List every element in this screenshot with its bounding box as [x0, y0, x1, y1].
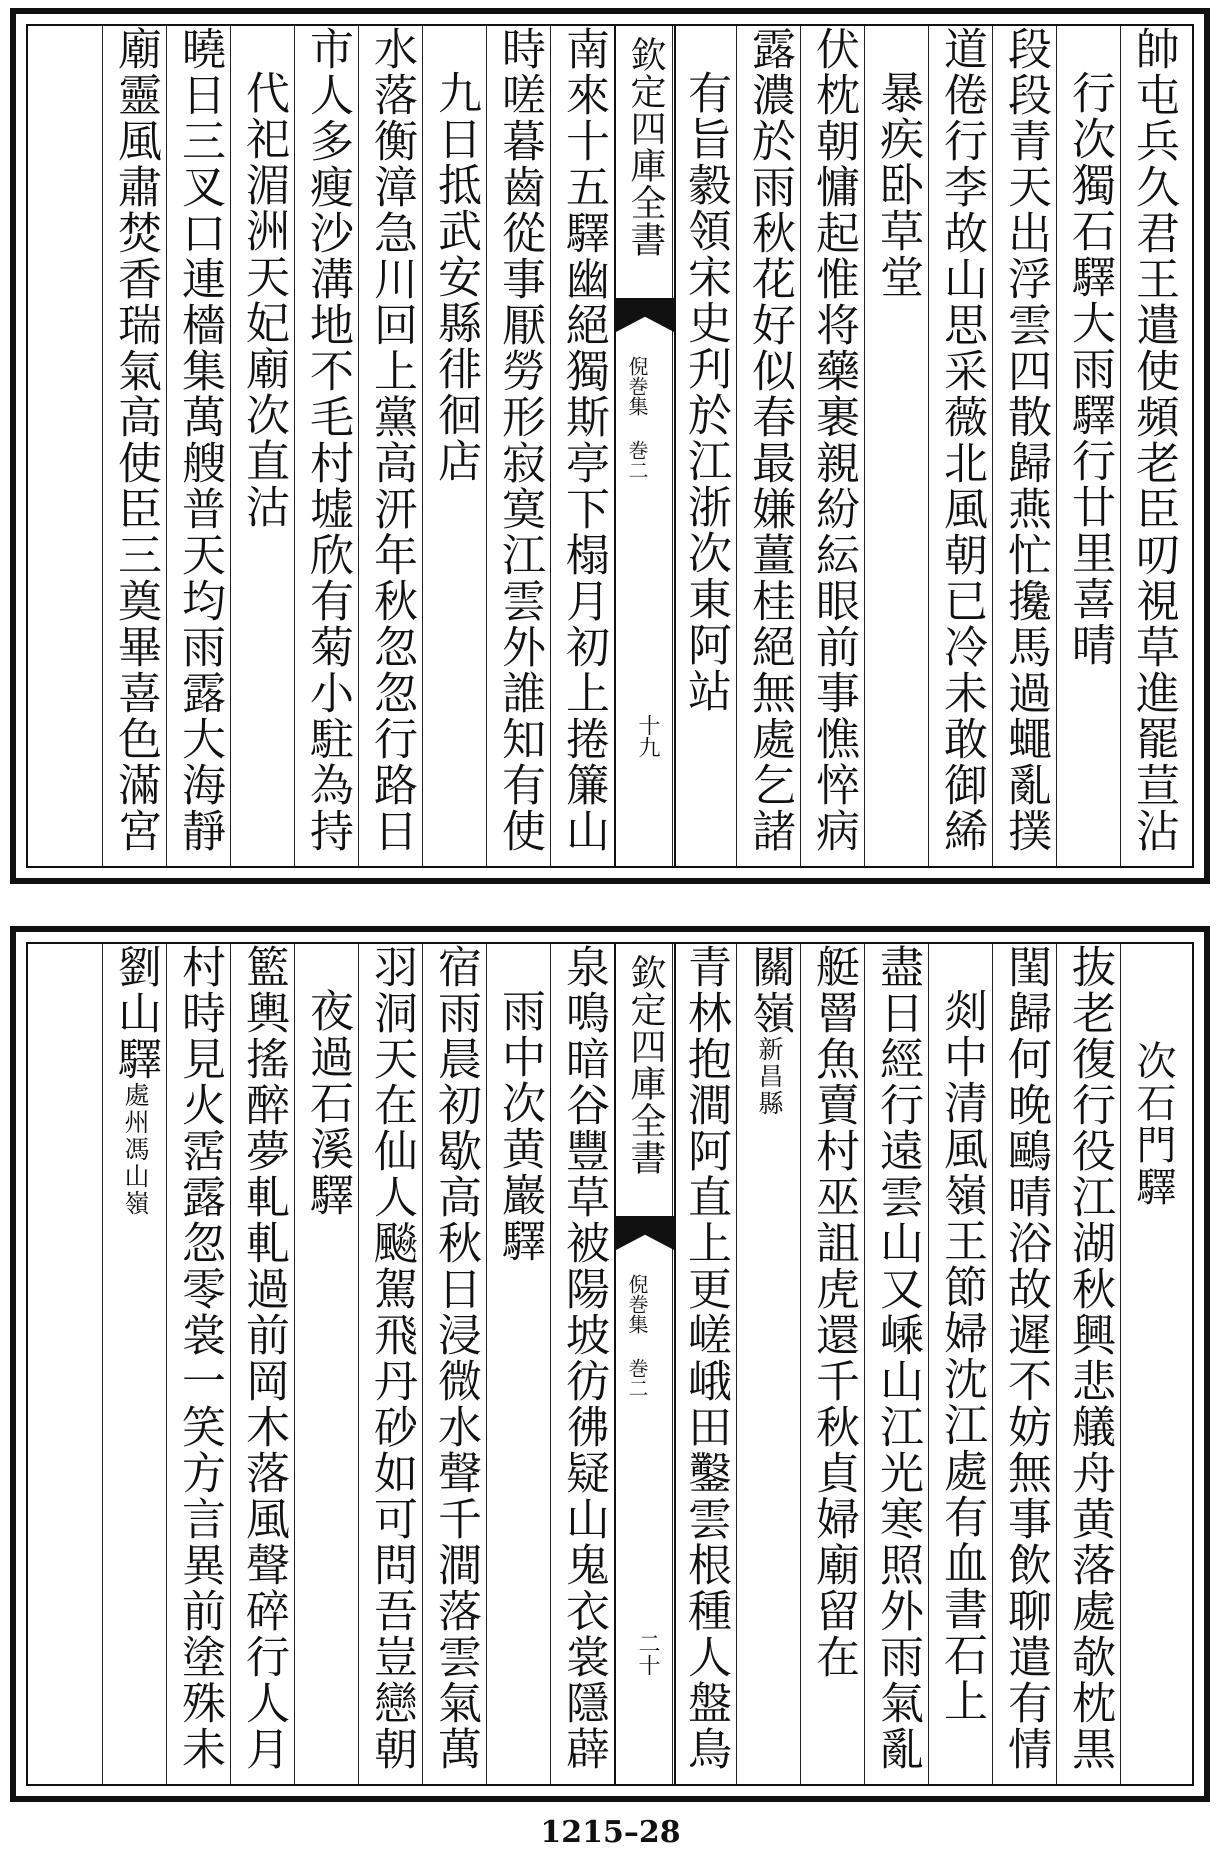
column-text: 抜老復行役江湖秋興悲艤舟黄落處欹枕黒 [1064, 944, 1115, 1772]
text-column [294, 26, 359, 866]
bottom_page-fold-strip [614, 944, 676, 1784]
poem-title-column [230, 26, 295, 866]
column-text: 關嶺 [744, 944, 795, 1036]
poem-title-column [422, 26, 487, 866]
column-text: 宿雨晨初歇高秋日浸微水聲千澗落雲氣萬 [430, 944, 481, 1772]
column-text: 夜過石溪驛 [302, 988, 353, 1218]
column-text: 代祀湄洲天妃廟次直沽 [238, 70, 289, 530]
column-text: 九日抵武安縣徘徊店 [430, 70, 481, 484]
text-column [928, 26, 993, 866]
text-column [486, 26, 551, 866]
text-column [1056, 944, 1121, 1784]
location-note: 新昌縣 [755, 1036, 784, 1117]
text-column [864, 944, 929, 1784]
column-text: 籃輿搖醉夢軋軋過前岡木落風聲碎行人月 [238, 944, 289, 1772]
top-page-text-area [26, 24, 1194, 868]
fold-book-title: 欽定四庫全書 [625, 36, 666, 258]
bottom-page-text-area [26, 942, 1194, 1786]
poem-title-column [928, 944, 993, 1784]
poem-title-column [1120, 944, 1185, 1784]
column-text: 帥屯兵久君王遣使頻老臣叨視草進罷荁沾 [1128, 26, 1179, 854]
text-column [550, 26, 615, 866]
top-page [10, 8, 1210, 884]
page-code: 1215–28 [540, 1815, 681, 1850]
column-text: 閨歸何晚鷗晴浴故遲不妨無事飲聊遣有情 [1000, 944, 1051, 1772]
column-text: 伏枕朝慵起惟将藥裹親紛紜眼前事憔悴病 [808, 26, 859, 854]
column-text: 廟靈風肅焚香瑞氣高使臣三奠畢喜色滿宮 [110, 26, 161, 854]
column-text: 露濃於雨秋花好似春最嫌薑桂絕無處乞諸 [744, 26, 795, 854]
bottom-page [10, 926, 1210, 1802]
text-column [800, 26, 865, 866]
text-column [736, 26, 801, 866]
text-column [102, 26, 167, 866]
column-text: 水落衡漳急川回上黨高汧年秋忽忽行路日 [366, 26, 417, 854]
fold-volume-label: 倪巻集 巻二 [625, 356, 649, 480]
fold-volume-label: 倪巻集 巻二 [625, 1274, 649, 1398]
column-text: 泉鳴暗谷豐草被陽坡彷彿疑山鬼衣裳隱薜 [558, 944, 609, 1772]
column-text: 艇罾魚賣村巫詛虎還千秋貞婦廟留在 [808, 944, 859, 1680]
poem-title-column [102, 944, 167, 1784]
column-text: 行次獨石驛大雨驛行廿里喜晴 [1064, 70, 1115, 668]
text-column [992, 26, 1057, 866]
column-text: 次石門驛 [1130, 1040, 1176, 1208]
column-text: 南來十五驛幽絕獨斯亭下榻月初上捲簾山 [558, 26, 609, 854]
poem-title-column [1056, 26, 1121, 866]
location-note: 處州馮山嶺 [121, 1082, 150, 1217]
text-column [800, 944, 865, 1784]
column-text: 剡中清風嶺王節婦沈江處有血書石上 [936, 988, 987, 1724]
column-text: 有旨豰領宋史刋於江浙次東阿站 [680, 70, 731, 714]
text-column [672, 944, 737, 1784]
column-text: 羽洞天在仙人飈駕飛丹砂如可問吾豈戀朝 [366, 944, 417, 1772]
text-column [422, 944, 487, 1784]
column-text: 道倦行李故山思采薇北風朝已冷未敢御絺 [936, 26, 987, 854]
column-text: 時嗟暮齒從事厭勞形寂寞江雲外誰知有使 [494, 26, 545, 854]
text-column [992, 944, 1057, 1784]
text-column [550, 944, 615, 1784]
top_page-fold-strip [614, 26, 676, 866]
poem-title-column [864, 26, 929, 866]
column-text: 暴疾卧草堂 [872, 70, 923, 300]
text-column [230, 944, 295, 1784]
fold-fish-tail-mark [616, 1216, 674, 1250]
text-column [166, 26, 231, 866]
text-column [1120, 26, 1185, 866]
poem-title-column [294, 944, 359, 1784]
column-text: 青林抱澗阿直上更嵯峨田鑿雲根種人盤鳥 [680, 944, 731, 1772]
column-text: 段段青天出浮雲四散歸燕忙攙馬過蠅亂撲 [1000, 26, 1051, 854]
text-column [358, 26, 423, 866]
fold-page-number: 十九 [635, 714, 660, 758]
column-text: 曉日三叉口連檣集萬艘普天均雨露大海靜 [174, 26, 225, 854]
column-text: 市人多瘦沙溝地不毛村墟欣有菊小駐為持 [302, 26, 353, 854]
poem-title-column [672, 26, 737, 866]
text-column [166, 944, 231, 1784]
poem-title-column [486, 944, 551, 1784]
fold-page-number: 二十 [635, 1632, 660, 1676]
poem-title-column [736, 944, 801, 1784]
column-text: 劉山驛 [110, 944, 161, 1082]
column-text: 雨中次黄巖驛 [494, 988, 545, 1264]
column-text: 盡日經行遠雲山又嵊山江光寒照外雨氣亂 [872, 944, 923, 1772]
text-column [358, 944, 423, 1784]
fold-book-title: 欽定四庫全書 [625, 954, 666, 1176]
fold-fish-tail-mark [616, 298, 674, 332]
column-text: 村時見火霑露忽零裳一笑方言異前塗殊未 [174, 944, 225, 1772]
